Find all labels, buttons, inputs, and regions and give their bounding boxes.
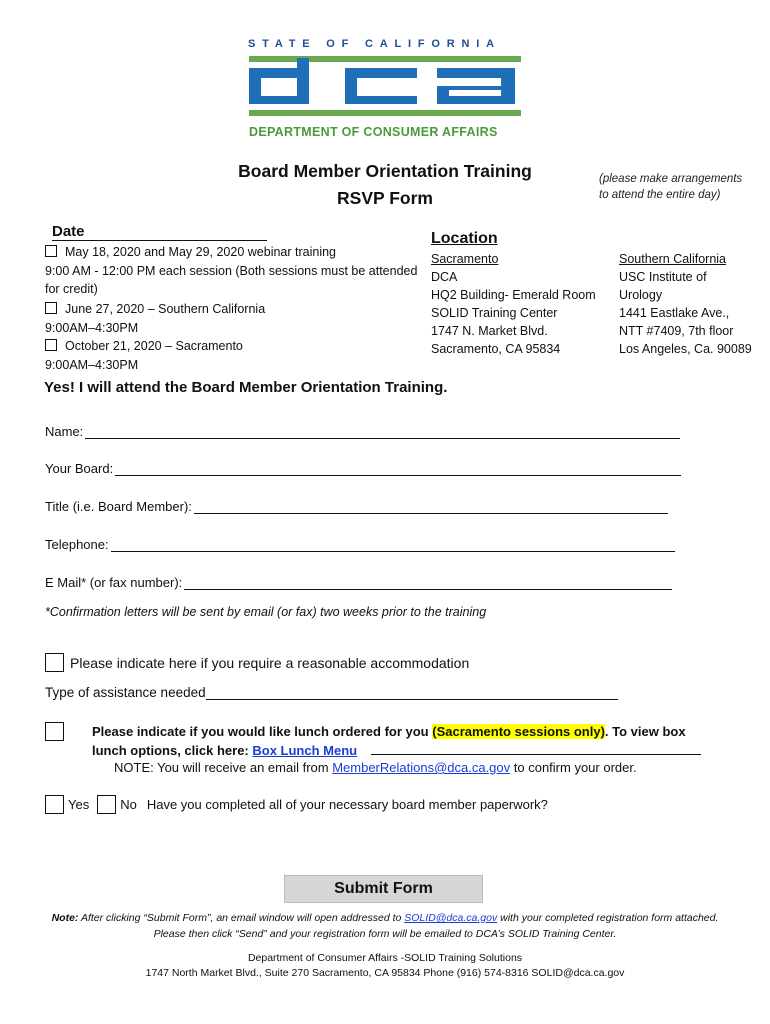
footer: Department of Consumer Affairs -SOLID Training Solutions 1747 North Market Blvd., Suite 270 Sacramento, CA 95834 Phone (916) 574-8316 SOLID@dca.ca.gov xyxy=(145,952,625,979)
location-sacramento: Sacramento DCA HQ2 Building- Emerald Room SOLID Training Center 1747 N. Market Blvd. Sacramento, CA 95834 xyxy=(431,252,596,356)
name-field: Name: xyxy=(45,424,680,439)
location-heading: Location xyxy=(431,230,498,247)
dca-logo xyxy=(249,56,521,118)
box-lunch-menu-link[interactable]: Box Lunch Menu xyxy=(252,743,358,758)
attend-heading: Yes! I will attend the Board Member Orientation Training. xyxy=(44,379,448,396)
arrangement-note: (please make arrangements to attend the entire day) xyxy=(599,173,743,201)
lunch-note: NOTE: You will receive an email from MemberRelations@dca.ca.gov to confirm your order. xyxy=(114,760,637,775)
board-input[interactable] xyxy=(115,461,681,476)
email-input[interactable] xyxy=(184,575,672,590)
department-name: DEPARTMENT OF CONSUMER AFFAIRS xyxy=(249,125,498,139)
date-option-3-time: 9:00AM–4:30PM xyxy=(45,358,139,372)
paperwork-no-checkbox[interactable] xyxy=(97,795,116,814)
email-field: E Mail* (or fax number): xyxy=(45,575,672,590)
date-option-1-checkbox[interactable] xyxy=(45,245,57,257)
assistance-field: Type of assistance needed xyxy=(45,685,618,700)
submit-form-button[interactable]: Submit Form xyxy=(284,875,483,903)
date-option-3-checkbox[interactable] xyxy=(45,339,57,351)
lunch-checkbox[interactable] xyxy=(45,722,64,741)
paperwork-yes-checkbox[interactable] xyxy=(45,795,64,814)
name-input[interactable] xyxy=(85,424,680,439)
accommodation-row: Please indicate here if you require a reasonable accommodation xyxy=(45,653,469,672)
accommodation-checkbox[interactable] xyxy=(45,653,64,672)
solid-email-link[interactable]: SOLID@dca.ca.gov xyxy=(404,912,498,924)
date-option-1: May 18, 2020 and May 29, 2020 webinar training xyxy=(45,243,336,261)
title-input[interactable] xyxy=(194,499,668,514)
board-field: Your Board: xyxy=(45,461,681,476)
confirmation-note: *Confirmation letters will be sent by email (or fax) two weeks prior to the training xyxy=(45,605,487,619)
assistance-input[interactable] xyxy=(206,685,618,700)
date-option-2: June 27, 2020 – Southern California xyxy=(45,300,265,318)
date-option-2-time: 9:00AM–4:30PM xyxy=(45,321,139,335)
telephone-input[interactable] xyxy=(111,537,675,552)
title-field: Title (i.e. Board Member): xyxy=(45,499,668,514)
submit-note: Note: After clicking “Submit Form”, an email window will open addressed to SOLID@dca.ca.gov with your completed registration form attached. Please then click “Send” and your registration form will be emailed to DCA’s SOLID Training Center. xyxy=(51,912,719,940)
date-option-3: October 21, 2020 – Sacramento xyxy=(45,337,243,355)
lunch-instructions: Please indicate if you would like lunch ordered for you (Sacramento sessions only). To view box lunch options, click here: Box Lunch Menu xyxy=(92,722,712,760)
date-option-2-checkbox[interactable] xyxy=(45,302,57,314)
telephone-field: Telephone: xyxy=(45,537,675,552)
date-option-1-time: 9:00 AM - 12:00 PM each session (Both sessions must be attended xyxy=(45,264,418,278)
state-heading: STATE OF CALIFORNIA xyxy=(248,38,501,50)
lunch-choice-input[interactable] xyxy=(371,742,701,755)
paperwork-row: Yes No Have you completed all of your necessary board member paperwork? xyxy=(45,795,548,814)
member-relations-email-link[interactable]: MemberRelations@dca.ca.gov xyxy=(332,760,511,775)
location-southern: Southern California USC Institute of Urology 1441 Eastlake Ave., NTT #7409, 7th floor Los Angeles, Ca. 90089 xyxy=(619,252,752,356)
date-option-1-credit: for credit) xyxy=(45,282,98,296)
date-heading: Date xyxy=(52,223,267,241)
form-title: Board Member Orientation Training RSVP Form xyxy=(238,161,532,208)
